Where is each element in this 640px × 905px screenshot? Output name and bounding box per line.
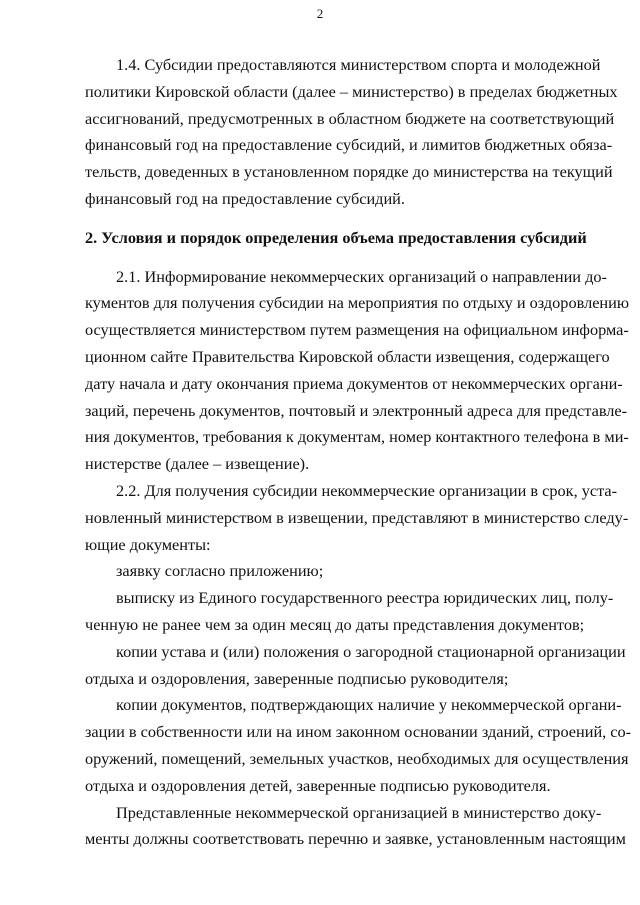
paragraph-line: ния документов, требования к документам, номер контактного телефона в ми- <box>85 427 629 447</box>
paragraph-line: ющие документы: <box>85 534 211 554</box>
paragraph-line: финансовый год на предоставление субсидий, и лимитов бюджетных обяза- <box>85 135 613 155</box>
paragraph-line: нистерстве (далее – извещение). <box>85 454 310 474</box>
page-number: 2 <box>316 6 324 21</box>
paragraph-line: копии документов, подтверждающих наличие у некоммерческой органи- <box>116 695 622 715</box>
paragraph-line: кументов для получения субсидии на мероприятия по отдыху и оздоровлению <box>85 293 630 313</box>
paragraph-line: новленный министерством в извещении, представляют в министерство следу- <box>85 507 629 527</box>
paragraph-2-1 <box>85 264 630 478</box>
paragraph-2-2 <box>85 478 629 558</box>
paragraph-line: тельств, доведенных в установленном порядке до министерства на текущий <box>85 162 613 182</box>
section-heading: 2. Условия и порядок определения объема предоставления субсидий <box>85 227 587 247</box>
paragraph-line: 1.4. Субсидии предоставляются министерством спорта и молодежной <box>116 55 601 74</box>
paragraph-line: копии устава и (или) положения о загородной стационарной организации <box>116 641 626 661</box>
paragraph-line: отдыха и оздоровления, заверенные подписью руководителя; <box>85 668 509 688</box>
paragraph-line: менты должны соответствовать перечню и заявке, установленным настоящим <box>85 829 626 849</box>
paragraph-line: ассигнований, предусмотренных в областном бюджете на соответствующий <box>85 108 615 128</box>
paragraph-line: финансовый год на предоставление субсидий. <box>85 188 405 208</box>
document-body <box>85 52 632 853</box>
paragraph-line: осуществляется министерством путем размещения на официальном информа- <box>85 320 629 340</box>
paragraph-line: выписку из Единого государственного реестра юридических лиц, полу- <box>116 588 614 608</box>
paragraph-line: Представленные некоммерческой организацией в министерство доку- <box>116 802 602 822</box>
paragraph-line: заций, перечень документов, почтовый и электронный адреса для представле- <box>85 400 628 420</box>
list-item <box>85 692 632 799</box>
paragraph-line: политики Кировской области (далее – министерство) в пределах бюджетных <box>85 81 618 101</box>
paragraph-line: 2.2. Для получения субсидии некоммерческие организации в срок, уста- <box>116 480 618 500</box>
paragraph-line: отдыха и оздоровления детей, заверенные подписью руководителя. <box>85 775 551 795</box>
paragraph-final <box>85 800 626 854</box>
list-item <box>85 558 586 585</box>
paragraph-line: зации в собственности или на ином законном основании зданий, строений, со- <box>85 722 632 742</box>
paragraph-1-4 <box>85 52 618 213</box>
paragraph-line: 2.1. Информирование некоммерческих организаций о направлении до- <box>116 266 607 286</box>
paragraph-line: ционном сайте Правительства Кировской области извещения, содержащего <box>85 346 610 366</box>
paragraph-line: ченную не ранее чем за один месяц до даты представления документов; <box>85 614 585 634</box>
paragraph-line: дату начала и дату окончания приема документов от некоммерческих органи- <box>85 373 623 393</box>
list-item <box>85 639 626 693</box>
list-item <box>85 585 614 639</box>
paragraph-line: заявку согласно приложению; <box>116 561 324 581</box>
paragraph-line: оружений, помещений, земельных участков, необходимых для осуществления <box>85 748 629 768</box>
